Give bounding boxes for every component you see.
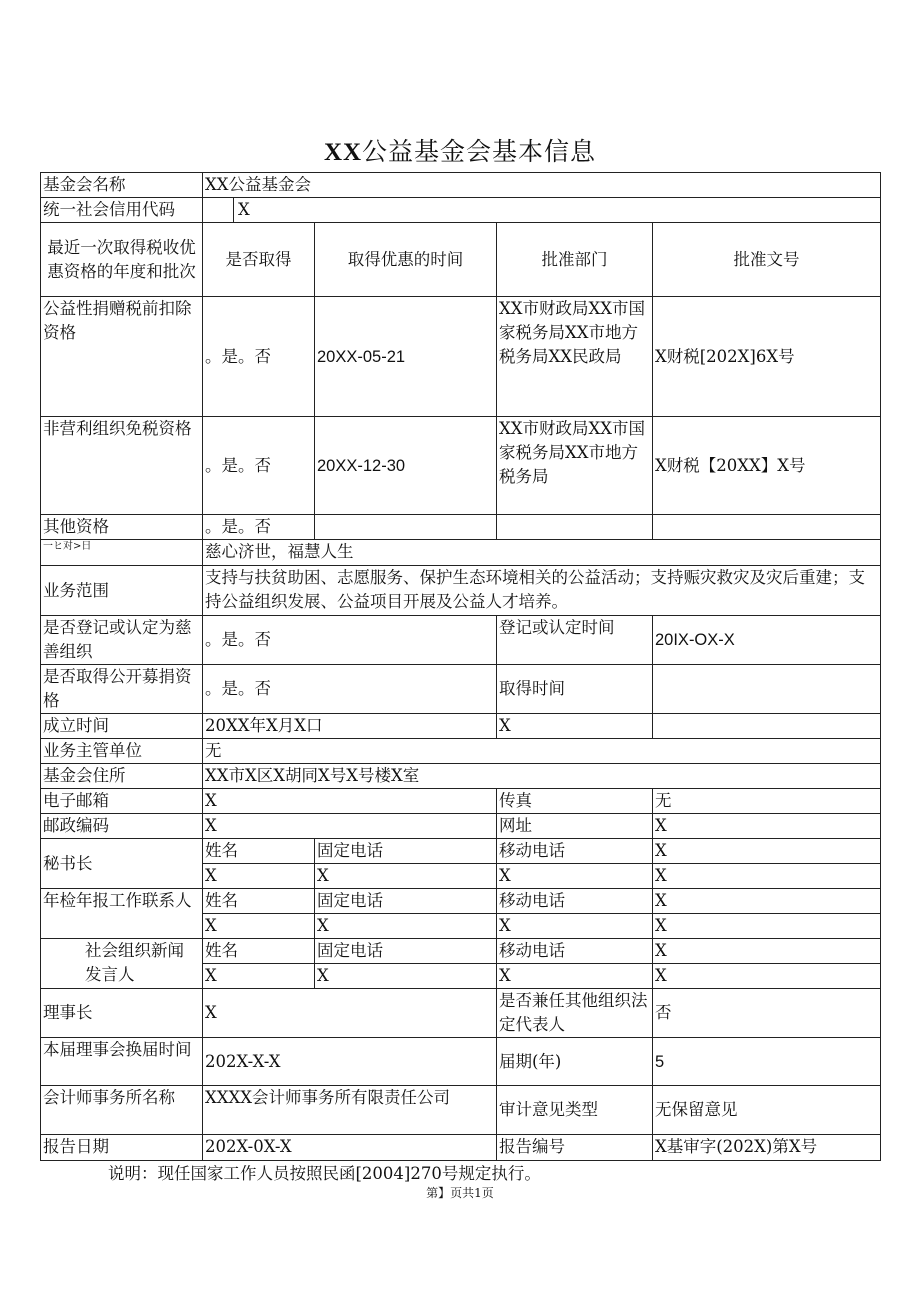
annual-contact-bottom-right: X bbox=[653, 914, 881, 939]
tax-header-time: 取得优惠的时间 bbox=[315, 223, 497, 297]
chairman-label: 理事长 bbox=[41, 989, 203, 1038]
fundraising-value: 。是。否 bbox=[203, 665, 497, 714]
table-row bbox=[41, 566, 881, 616]
other-time bbox=[315, 515, 497, 540]
non-profit-label: 非营利组织免税资格 bbox=[41, 417, 203, 515]
annual-contact-name-header: 姓名 bbox=[203, 889, 315, 914]
term-value: 202X-X-X bbox=[203, 1038, 497, 1086]
purpose-value: 慈心济世，福慧人生 bbox=[203, 540, 881, 566]
public-welfare-obtained: 。是。否 bbox=[203, 297, 315, 417]
report-no-value: X基审字(202X)第X号 bbox=[653, 1135, 881, 1161]
secretary-top-right: X bbox=[653, 839, 881, 864]
secretary-mobile: X bbox=[497, 864, 653, 889]
table-row bbox=[41, 764, 881, 789]
page-title: XX公益基金会基本信息 bbox=[323, 137, 597, 166]
spokesperson-bottom-right: X bbox=[653, 964, 881, 989]
tax-header-obtained: 是否取得 bbox=[203, 223, 315, 297]
tax-header-label: 最近一次取得税收优惠资格的年度和批次 bbox=[41, 223, 203, 297]
secretary-name-header: 姓名 bbox=[203, 839, 315, 864]
table-row bbox=[41, 1086, 881, 1135]
table-row bbox=[41, 714, 881, 739]
non-profit-doc: X财税【20XX】X号 bbox=[653, 417, 881, 515]
fundraising-label: 是否取得公开募捐资格 bbox=[41, 665, 203, 714]
spokesperson-phone-header: 固定电话 bbox=[315, 939, 497, 964]
footnote: 说明：现任国家工作人员按照民函[2004]270号规定执行。 bbox=[108, 1164, 541, 1183]
accounting-value: XXXX会计师事务所有限责任公司 bbox=[203, 1086, 497, 1135]
non-profit-time: 20XX-12-30 bbox=[315, 417, 497, 515]
secretary-mobile-header: 移动电话 bbox=[497, 839, 653, 864]
other-label: 其他资格 bbox=[41, 515, 203, 540]
fax-value: 无 bbox=[653, 789, 881, 814]
secretary-bottom-right: X bbox=[653, 864, 881, 889]
table-row bbox=[41, 223, 881, 297]
term-period-value: 5 bbox=[653, 1038, 881, 1086]
annual-contact-label: 年检年报工作联系人 bbox=[41, 889, 203, 939]
address-label: 基金会住所 bbox=[41, 764, 203, 789]
spokesperson-mobile-header: 移动电话 bbox=[497, 939, 653, 964]
spokesperson-label: 社会组织新闻发言人 bbox=[41, 939, 203, 989]
foundation-info-table bbox=[40, 172, 881, 1161]
email-value: X bbox=[203, 789, 497, 814]
chairman-value: X bbox=[203, 989, 497, 1038]
table-row bbox=[41, 665, 881, 714]
postcode-value: X bbox=[203, 814, 497, 839]
charity-time-value: 20IX-OX-X bbox=[653, 616, 881, 665]
table-row bbox=[41, 540, 881, 566]
established-value: 20XX年X月X口 bbox=[203, 714, 497, 739]
other-obtained: 。是。否 bbox=[203, 515, 315, 540]
chairman-other-value: 否 bbox=[653, 989, 881, 1038]
table-row bbox=[41, 198, 881, 223]
table-row bbox=[41, 789, 881, 814]
chairman-other-label: 是否兼任其他组织法定代表人 bbox=[497, 989, 653, 1038]
secretary-phone: X bbox=[315, 864, 497, 889]
table-row bbox=[41, 939, 881, 964]
other-doc bbox=[653, 515, 881, 540]
established-extra: X bbox=[497, 714, 653, 739]
non-profit-dept: XX市财政局XX市国家税务局XX市地方税务局 bbox=[497, 417, 653, 515]
charity-value: 。是。否 bbox=[203, 616, 497, 665]
established-empty bbox=[653, 714, 881, 739]
annual-contact-name: X bbox=[203, 914, 315, 939]
spokesperson-mobile: X bbox=[497, 964, 653, 989]
fundraising-time-label: 取得时间 bbox=[497, 665, 653, 714]
table-row bbox=[41, 515, 881, 540]
credit-code-value: X bbox=[203, 198, 881, 223]
charity-time-label: 登记或认定时间 bbox=[497, 616, 653, 665]
spokesperson-top-right: X bbox=[653, 939, 881, 964]
credit-code-label: 统一社会信用代码 bbox=[41, 198, 203, 223]
other-dept bbox=[497, 515, 653, 540]
term-label: 本届理事会换届时间 bbox=[41, 1038, 203, 1086]
secretary-name: X bbox=[203, 864, 315, 889]
spokesperson-name: X bbox=[203, 964, 315, 989]
website-label: 网址 bbox=[497, 814, 653, 839]
table-row bbox=[41, 173, 881, 198]
audit-opinion-value: 无保留意见 bbox=[653, 1086, 881, 1135]
table-row bbox=[41, 889, 881, 914]
public-welfare-time: 20XX-05-21 bbox=[315, 297, 497, 417]
page-footer: 第】页共1页 bbox=[426, 1186, 494, 1200]
table-row bbox=[41, 739, 881, 764]
scope-label: 业务范围 bbox=[41, 566, 203, 616]
address-value: XX市X区X胡同X号X号楼X室 bbox=[203, 764, 881, 789]
annual-contact-mobile-header: 移动电话 bbox=[497, 889, 653, 914]
scope-value: 支持与扶贫助困、志愿服务、保护生态环境相关的公益活动；支持赈灾救灾及灾后重建；支持公益组织发展、公益项目开展及公益人才培养。 bbox=[203, 566, 881, 616]
public-welfare-label: 公益性捐赠税前扣除资格 bbox=[41, 297, 203, 417]
fundraising-time-value bbox=[653, 665, 881, 714]
term-period-label: 届期(年) bbox=[497, 1038, 653, 1086]
report-no-label: 报告编号 bbox=[497, 1135, 653, 1161]
public-welfare-doc: X财税[202X]6X号 bbox=[653, 297, 881, 417]
secretary-label: 秘书长 bbox=[41, 839, 203, 889]
accounting-label: 会计师事务所名称 bbox=[41, 1086, 203, 1135]
supervisor-label: 业务主管单位 bbox=[41, 739, 203, 764]
table-row bbox=[41, 616, 881, 665]
annual-contact-phone: X bbox=[315, 914, 497, 939]
tax-header-doc: 批准文号 bbox=[653, 223, 881, 297]
fax-label: 传真 bbox=[497, 789, 653, 814]
charity-label: 是否登记或认定为慈善组织 bbox=[41, 616, 203, 665]
spokesperson-phone: X bbox=[315, 964, 497, 989]
name-value: XX公益基金会 bbox=[203, 173, 881, 198]
report-date-value: 202X-0X-X bbox=[203, 1135, 497, 1161]
table-row bbox=[41, 297, 881, 417]
annual-contact-mobile: X bbox=[497, 914, 653, 939]
spokesperson-name-header: 姓名 bbox=[203, 939, 315, 964]
supervisor-value: 无 bbox=[203, 739, 881, 764]
non-profit-obtained: 。是。否 bbox=[203, 417, 315, 515]
table-row bbox=[41, 1135, 881, 1161]
report-date-label: 报告日期 bbox=[41, 1135, 203, 1161]
table-row bbox=[41, 839, 881, 864]
public-welfare-dept: XX市财政局XX市国家税务局XX市地方税务局XX民政局 bbox=[497, 297, 653, 417]
established-label: 成立时间 bbox=[41, 714, 203, 739]
table-row bbox=[41, 1038, 881, 1086]
annual-contact-phone-header: 固定电话 bbox=[315, 889, 497, 914]
postcode-label: 邮政编码 bbox=[41, 814, 203, 839]
table-row bbox=[41, 417, 881, 515]
name-label: 基金会名称 bbox=[41, 173, 203, 198]
purpose-label: 一ヒ对>日 bbox=[41, 540, 203, 566]
table-row bbox=[41, 989, 881, 1038]
audit-opinion-label: 审计意见类型 bbox=[497, 1086, 653, 1135]
tax-header-dept: 批准部门 bbox=[497, 223, 653, 297]
website-value: X bbox=[653, 814, 881, 839]
table-row bbox=[41, 814, 881, 839]
secretary-phone-header: 固定电话 bbox=[315, 839, 497, 864]
annual-contact-top-right: X bbox=[653, 889, 881, 914]
email-label: 电子邮箱 bbox=[41, 789, 203, 814]
